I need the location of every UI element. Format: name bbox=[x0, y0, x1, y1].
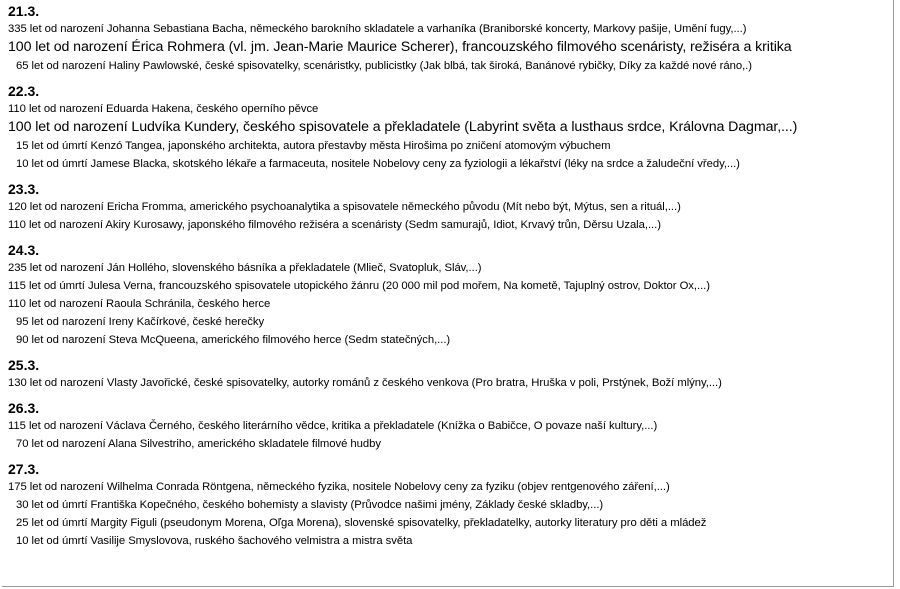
list-item: 335 let od narození Johanna Sebastiana Bacha, německého barokního skladatele a varhaníka (Braniborské koncerty, Markovy pašije, Umění fugy,...) bbox=[8, 23, 747, 35]
list-item: 100 let od narození Ludvíka Kundery, českého spisovatele a překladatele (Labyrint světa a lusthaus srdce, Královna Dagmar,...) bbox=[8, 119, 798, 135]
list-item: 70 let od narození Alana Silvestriho, amerického skladatele filmové hudby bbox=[16, 438, 381, 450]
date-section bbox=[8, 357, 892, 392]
list-item: 235 let od narození Ján Hollého, slovenského básníka a překladatele (Mlieč, Svatopluk, Sláv,...) bbox=[8, 262, 482, 274]
divider bbox=[8, 234, 892, 242]
document-frame bbox=[2, 0, 894, 587]
list-item: 10 let od úmrtí Jamese Blacka, skotského lékaře a farmaceuta, nositele Nobelovy ceny za fyziologii a lékařství (léky na srdce a žaludeční vředy,...) bbox=[16, 158, 740, 170]
date-heading: 25.3. bbox=[8, 357, 40, 373]
list-item: 110 let od narození Raoula Schránila, českého herce bbox=[8, 298, 271, 310]
divider bbox=[8, 453, 892, 461]
divider bbox=[8, 349, 892, 357]
divider bbox=[8, 392, 892, 400]
list-item: 120 let od narození Ericha Fromma, amerického psychoanalytika a spisovatele německého původu (Mít nebo být, Mýtus, sen a rituál,...) bbox=[8, 201, 681, 213]
date-section bbox=[8, 461, 892, 550]
date-section bbox=[8, 181, 892, 234]
list-item: 30 let od úmrtí Františka Kopečného, českého bohemisty a slavisty (Průvodce našimi jmény, Základy české skladby,...) bbox=[16, 499, 604, 511]
date-heading: 24.3. bbox=[8, 242, 40, 258]
anniversary-list bbox=[8, 3, 892, 550]
list-item: 90 let od narození Steva McQueena, amerického filmového herce (Sedm statečných,...) bbox=[16, 334, 451, 346]
date-heading: 22.3. bbox=[8, 83, 40, 99]
list-item: 15 let od úmrtí Kenzó Tangea, japonského architekta, autora přestavby města Hirošima po zničení atomovým výbuchem bbox=[16, 140, 611, 152]
list-item: 115 let od narození Václava Černého, českého literárního vědce, kritika a překladatele (Knížka o Babičce, O povaze naší kultury,...) bbox=[8, 420, 658, 432]
list-item: 65 let od narození Haliny Pawlowské, české spisovatelky, scenáristky, publicistky (Jak blbá, tak široká, Banánové rybičky, Díky za každé nové ráno,.) bbox=[16, 60, 752, 72]
list-item: 10 let od úmrtí Vasilije Smyslovova, ruského šachového velmistra a mistra světa bbox=[16, 535, 413, 547]
date-section bbox=[8, 242, 892, 349]
date-heading: 21.3. bbox=[8, 3, 40, 19]
list-item: 100 let od narození Érica Rohmera (vl. jm. Jean-Marie Maurice Scherer), francouzského filmového scenáristy, režiséra a kritika bbox=[8, 39, 792, 55]
date-heading: 26.3. bbox=[8, 400, 40, 416]
divider bbox=[8, 173, 892, 181]
list-item: 130 let od narození Vlasty Javořické, české spisovatelky, autorky románů z českého venkova (Pro bratra, Hruška v poli, Prstýnek, Boží mlýny,...) bbox=[8, 377, 722, 389]
date-heading: 23.3. bbox=[8, 181, 40, 197]
list-item: 110 let od narození Akiry Kurosawy, japonského filmového režiséra a scenáristy (Sedm samurajů, Idiot, Krvavý trůn, Děrsu Uzala,...) bbox=[8, 219, 661, 231]
date-section bbox=[8, 83, 892, 173]
list-item: 25 let od úmrtí Margity Figuli (pseudonym Morena, Oľga Morena), slovenské spisovatelky, překladatelky, autorky literatury pro děti a mládež bbox=[16, 517, 707, 529]
list-item: 175 let od narození Wilhelma Conrada Röntgena, německého fyzika, nositele Nobelovy ceny za fyziku (objev rentgenového záření,...) bbox=[8, 481, 670, 493]
divider bbox=[8, 75, 892, 83]
date-section bbox=[8, 400, 892, 453]
date-section bbox=[8, 3, 892, 75]
list-item: 110 let od narození Eduarda Hakena, českého operního pěvce bbox=[8, 103, 319, 115]
date-heading: 27.3. bbox=[8, 461, 40, 477]
list-item: 95 let od narození Ireny Kačírkové, české herečky bbox=[16, 316, 265, 328]
list-item: 115 let od úmrtí Julesa Verna, francouzského spisovatele utopického žánru (20 000 mil pod mořem, Na kometě, Tajuplný ostrov, Doktor Ox,...) bbox=[8, 280, 710, 292]
